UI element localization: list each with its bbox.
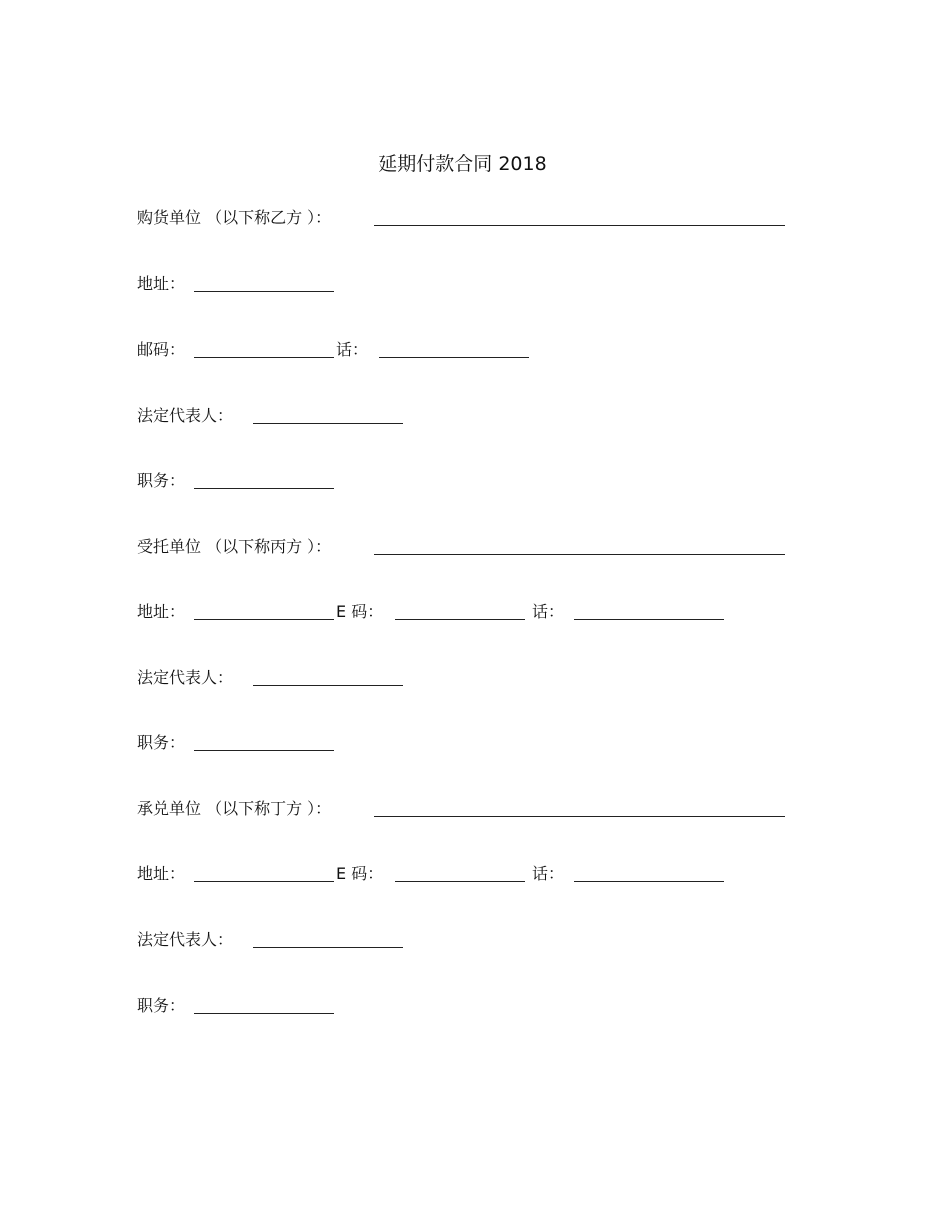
party-b-position-label: 职务： bbox=[137, 471, 186, 490]
party-d-unit-blank[interactable] bbox=[374, 816, 785, 817]
party-c-postcode-blank[interactable] bbox=[395, 619, 525, 620]
party-c-unit-label: 受托单位 （以下称丙方 ）： bbox=[137, 537, 332, 556]
party-d-position-blank[interactable] bbox=[194, 1013, 334, 1014]
party-b-phone-blank[interactable] bbox=[379, 357, 529, 358]
party-c-postcode-label: E 码： bbox=[336, 602, 384, 621]
party-c-rep-blank[interactable] bbox=[253, 685, 403, 686]
contract-title: 延期付款合同 2018 bbox=[378, 153, 547, 175]
party-b-address-label: 地址： bbox=[137, 274, 186, 293]
party-c-phone-label: 话： bbox=[532, 602, 565, 621]
party-b-address-blank[interactable] bbox=[194, 291, 334, 292]
party-c-rep-label: 法定代表人： bbox=[137, 668, 234, 687]
party-b-phone-label: 话： bbox=[336, 340, 369, 359]
party-d-position-label: 职务： bbox=[137, 996, 186, 1015]
party-b-unit-label: 购货单位 （以下称乙方 ）： bbox=[137, 208, 332, 227]
party-b-postcode-blank[interactable] bbox=[194, 357, 334, 358]
party-d-phone-blank[interactable] bbox=[574, 881, 724, 882]
party-d-phone-label: 话： bbox=[532, 864, 565, 883]
party-d-address-blank[interactable] bbox=[194, 881, 334, 882]
party-b-rep-label: 法定代表人： bbox=[137, 406, 234, 425]
party-d-address-label: 地址： bbox=[137, 864, 186, 883]
party-b-rep-blank[interactable] bbox=[253, 423, 403, 424]
party-b-position-blank[interactable] bbox=[194, 488, 334, 489]
party-c-position-blank[interactable] bbox=[194, 750, 334, 751]
party-c-address-label: 地址： bbox=[137, 602, 186, 621]
party-b-postcode-label: 邮码： bbox=[137, 340, 186, 359]
party-b-unit-blank[interactable] bbox=[374, 225, 785, 226]
party-c-address-blank[interactable] bbox=[194, 619, 334, 620]
party-d-rep-blank[interactable] bbox=[253, 947, 403, 948]
party-c-phone-blank[interactable] bbox=[574, 619, 724, 620]
party-d-postcode-label: E 码： bbox=[336, 864, 384, 883]
party-d-postcode-blank[interactable] bbox=[395, 881, 525, 882]
party-d-unit-label: 承兑单位 （以下称丁方 ）： bbox=[137, 799, 332, 818]
party-c-unit-blank[interactable] bbox=[374, 554, 785, 555]
party-c-position-label: 职务： bbox=[137, 733, 186, 752]
party-d-rep-label: 法定代表人： bbox=[137, 930, 234, 949]
